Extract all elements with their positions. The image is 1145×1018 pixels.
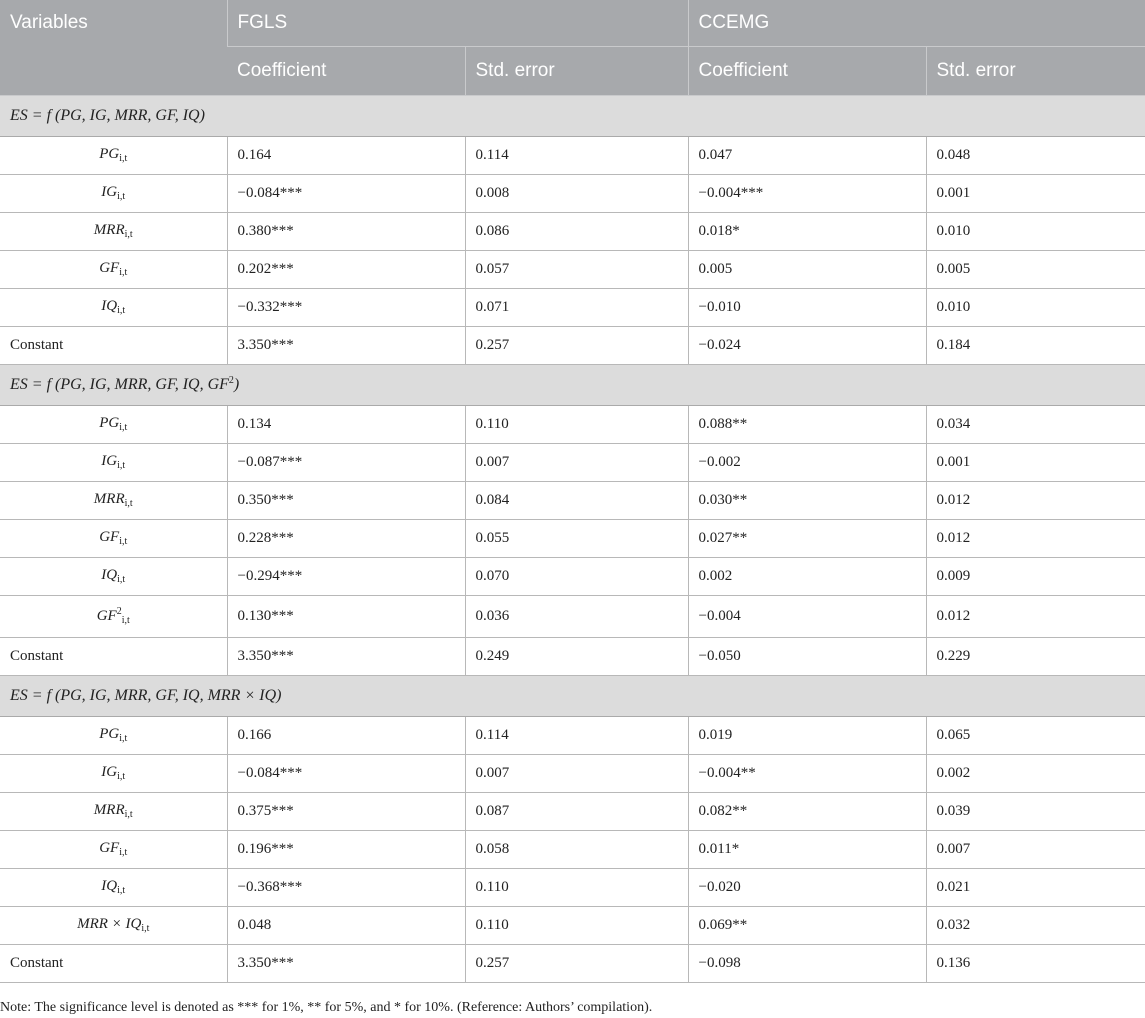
variable-cell: $IQ_{i,t}$ bbox=[0, 288, 227, 326]
variable-cell: Constant bbox=[0, 326, 227, 364]
fgls-std-error-cell: 0.007 bbox=[465, 443, 688, 481]
fgls-coefficient-cell: 0.134 bbox=[227, 405, 465, 443]
table-row bbox=[0, 868, 1145, 906]
variable-cell: $GF^2_{i,t}$ bbox=[0, 595, 227, 637]
variable-cell: $IQ_{i,t}$ bbox=[0, 557, 227, 595]
variable-cell: Constant bbox=[0, 637, 227, 675]
fgls-coefficient-cell: 0.350*** bbox=[227, 481, 465, 519]
ccemg-std-error-cell: 0.010 bbox=[926, 212, 1145, 250]
ccemg-coefficient-cell: 0.082** bbox=[688, 792, 926, 830]
ccemg-std-error-cell: 0.012 bbox=[926, 519, 1145, 557]
variable-cell: $IG_{i,t}$ bbox=[0, 754, 227, 792]
fgls-std-error-cell: 0.249 bbox=[465, 637, 688, 675]
variable-cell: $MRR_{i,t}$ bbox=[0, 212, 227, 250]
fgls-coefficient-cell: 0.166 bbox=[227, 716, 465, 754]
fgls-coefficient-cell: −0.332*** bbox=[227, 288, 465, 326]
fgls-coefficient-cell: 0.380*** bbox=[227, 212, 465, 250]
ccemg-std-error-cell: 0.005 bbox=[926, 250, 1145, 288]
header-ccemg: CCEMG bbox=[688, 0, 1145, 46]
fgls-std-error-cell: 0.110 bbox=[465, 868, 688, 906]
variable-cell: $PG_{i,t}$ bbox=[0, 405, 227, 443]
table-row bbox=[0, 136, 1145, 174]
fgls-coefficient-cell: 0.196*** bbox=[227, 830, 465, 868]
ccemg-std-error-cell: 0.048 bbox=[926, 136, 1145, 174]
ccemg-coefficient-cell: 0.019 bbox=[688, 716, 926, 754]
header-ccemg-coefficient: Coefficient bbox=[688, 46, 926, 95]
ccemg-coefficient-cell: 0.018* bbox=[688, 212, 926, 250]
fgls-std-error-cell: 0.008 bbox=[465, 174, 688, 212]
ccemg-coefficient-cell: −0.020 bbox=[688, 868, 926, 906]
fgls-coefficient-cell: 0.202*** bbox=[227, 250, 465, 288]
table-row bbox=[0, 906, 1145, 944]
table-row bbox=[0, 443, 1145, 481]
fgls-coefficient-cell: 3.350*** bbox=[227, 326, 465, 364]
fgls-coefficient-cell: 0.164 bbox=[227, 136, 465, 174]
fgls-std-error-cell: 0.110 bbox=[465, 906, 688, 944]
table-note: Note: The significance level is denoted as *** for 1%, ** for 5%, and * for 10%. (Reference: Authors’ compilation). bbox=[0, 1000, 653, 1015]
fgls-coefficient-cell: −0.087*** bbox=[227, 443, 465, 481]
ccemg-std-error-cell: 0.039 bbox=[926, 792, 1145, 830]
table-row bbox=[0, 212, 1145, 250]
ccemg-coefficient-cell: −0.098 bbox=[688, 944, 926, 982]
fgls-coefficient-cell: 3.350*** bbox=[227, 944, 465, 982]
ccemg-std-error-cell: 0.032 bbox=[926, 906, 1145, 944]
table-row bbox=[0, 519, 1145, 557]
table-row bbox=[0, 405, 1145, 443]
variable-cell: $GF_{i,t}$ bbox=[0, 250, 227, 288]
ccemg-std-error-cell: 0.012 bbox=[926, 595, 1145, 637]
variable-cell: $MRR_{i,t}$ bbox=[0, 792, 227, 830]
ccemg-coefficient-cell: −0.024 bbox=[688, 326, 926, 364]
fgls-coefficient-cell: −0.084*** bbox=[227, 754, 465, 792]
ccemg-std-error-cell: 0.001 bbox=[926, 174, 1145, 212]
section-title bbox=[0, 364, 1145, 405]
fgls-coefficient-cell: −0.368*** bbox=[227, 868, 465, 906]
variable-cell: $PG_{i,t}$ bbox=[0, 716, 227, 754]
variable-cell: Constant bbox=[0, 944, 227, 982]
ccemg-coefficient-cell: 0.005 bbox=[688, 250, 926, 288]
variable-cell: $IG_{i,t}$ bbox=[0, 174, 227, 212]
table-row bbox=[0, 595, 1145, 637]
fgls-std-error-cell: 0.055 bbox=[465, 519, 688, 557]
table-row bbox=[0, 288, 1145, 326]
fgls-std-error-cell: 0.070 bbox=[465, 557, 688, 595]
fgls-std-error-cell: 0.057 bbox=[465, 250, 688, 288]
section-title: ES = f (PG, IG, MRR, GF, IQ) bbox=[0, 95, 1145, 136]
header-variables: Variables bbox=[0, 0, 227, 95]
fgls-coefficient-cell: 0.130*** bbox=[227, 595, 465, 637]
fgls-coefficient-cell: 0.048 bbox=[227, 906, 465, 944]
fgls-std-error-cell: 0.087 bbox=[465, 792, 688, 830]
fgls-coefficient-cell: 3.350*** bbox=[227, 637, 465, 675]
fgls-coefficient-cell: 0.228*** bbox=[227, 519, 465, 557]
ccemg-coefficient-cell: −0.004** bbox=[688, 754, 926, 792]
variable-cell: $IG_{i,t}$ bbox=[0, 443, 227, 481]
ccemg-std-error-cell: 0.034 bbox=[926, 405, 1145, 443]
ccemg-coefficient-cell: 0.069** bbox=[688, 906, 926, 944]
ccemg-std-error-cell: 0.009 bbox=[926, 557, 1145, 595]
ccemg-std-error-cell: 0.136 bbox=[926, 944, 1145, 982]
header-fgls-coefficient: Coefficient bbox=[227, 46, 465, 95]
ccemg-coefficient-cell: 0.030** bbox=[688, 481, 926, 519]
ccemg-coefficient-cell: −0.010 bbox=[688, 288, 926, 326]
fgls-std-error-cell: 0.086 bbox=[465, 212, 688, 250]
fgls-std-error-cell: 0.036 bbox=[465, 595, 688, 637]
ccemg-coefficient-cell: 0.011* bbox=[688, 830, 926, 868]
table-row bbox=[0, 326, 1145, 364]
table-row bbox=[0, 250, 1145, 288]
ccemg-std-error-cell: 0.012 bbox=[926, 481, 1145, 519]
fgls-std-error-cell: 0.257 bbox=[465, 326, 688, 364]
fgls-std-error-cell: 0.114 bbox=[465, 136, 688, 174]
variable-cell: $MRR_{i,t}$ bbox=[0, 481, 227, 519]
table-row bbox=[0, 557, 1145, 595]
section-title-text: ES = f (PG, IG, MRR, GF, IQ, $GF^2$) bbox=[10, 375, 240, 393]
table-row bbox=[0, 944, 1145, 982]
fgls-std-error-cell: 0.110 bbox=[465, 405, 688, 443]
ccemg-std-error-cell: 0.002 bbox=[926, 754, 1145, 792]
table-row bbox=[0, 481, 1145, 519]
fgls-coefficient-cell: −0.294*** bbox=[227, 557, 465, 595]
section-title: ES = f (PG, IG, MRR, GF, IQ, MRR × IQ) bbox=[0, 675, 1145, 716]
ccemg-std-error-cell: 0.010 bbox=[926, 288, 1145, 326]
ccemg-coefficient-cell: 0.047 bbox=[688, 136, 926, 174]
variable-cell: $GF_{i,t}$ bbox=[0, 519, 227, 557]
variable-cell: $PG_{i,t}$ bbox=[0, 136, 227, 174]
table-row bbox=[0, 792, 1145, 830]
header-fgls: FGLS bbox=[227, 0, 688, 46]
fgls-coefficient-cell: 0.375*** bbox=[227, 792, 465, 830]
fgls-std-error-cell: 0.071 bbox=[465, 288, 688, 326]
table-row bbox=[0, 174, 1145, 212]
fgls-std-error-cell: 0.257 bbox=[465, 944, 688, 982]
fgls-std-error-cell: 0.058 bbox=[465, 830, 688, 868]
ccemg-std-error-cell: 0.021 bbox=[926, 868, 1145, 906]
header-ccemg-std-error: Std. error bbox=[926, 46, 1145, 95]
ccemg-coefficient-cell: −0.004*** bbox=[688, 174, 926, 212]
fgls-std-error-cell: 0.084 bbox=[465, 481, 688, 519]
variable-cell: $IQ_{i,t}$ bbox=[0, 868, 227, 906]
ccemg-std-error-cell: 0.184 bbox=[926, 326, 1145, 364]
ccemg-coefficient-cell: 0.088** bbox=[688, 405, 926, 443]
ccemg-std-error-cell: 0.229 bbox=[926, 637, 1145, 675]
ccemg-std-error-cell: 0.007 bbox=[926, 830, 1145, 868]
ccemg-coefficient-cell: 0.027** bbox=[688, 519, 926, 557]
ccemg-coefficient-cell: −0.050 bbox=[688, 637, 926, 675]
header-fgls-std-error: Std. error bbox=[465, 46, 688, 95]
ccemg-coefficient-cell: 0.002 bbox=[688, 557, 926, 595]
fgls-coefficient-cell: −0.084*** bbox=[227, 174, 465, 212]
table-row bbox=[0, 830, 1145, 868]
table-row bbox=[0, 716, 1145, 754]
ccemg-coefficient-cell: −0.004 bbox=[688, 595, 926, 637]
ccemg-std-error-cell: 0.001 bbox=[926, 443, 1145, 481]
variable-cell: $GF_{i,t}$ bbox=[0, 830, 227, 868]
table-row bbox=[0, 754, 1145, 792]
fgls-std-error-cell: 0.114 bbox=[465, 716, 688, 754]
variable-cell: MRR × $IQ_{i,t}$ bbox=[0, 906, 227, 944]
table-row bbox=[0, 637, 1145, 675]
ccemg-std-error-cell: 0.065 bbox=[926, 716, 1145, 754]
fgls-std-error-cell: 0.007 bbox=[465, 754, 688, 792]
ccemg-coefficient-cell: −0.002 bbox=[688, 443, 926, 481]
